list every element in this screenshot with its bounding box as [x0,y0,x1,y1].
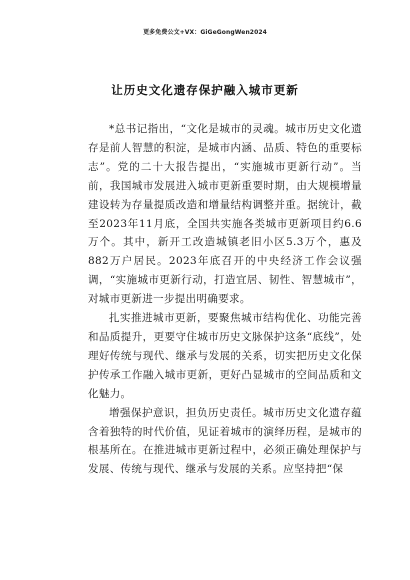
header-note: 更多免费公文+VX：GiGeGongWen2024 [143,29,267,36]
document-title: 让历史文化遗存保护融入城市更新 [111,83,299,97]
paragraph-3: 增强保护意识，担负历史责任。城市历史文化遗存蕴含着独特的时代价值，见证着城市的演绎历程，是城市的根基所在。在推进城市更新过程中，必须正确处理保护与发展、传统与现代、继承与发展的关系。应坚持把“保 [88,406,362,476]
paragraph-1: *总书记指出，“文化是城市的灵魂。城市历史文化遗存是前人智慧的积淀，是城市内涵、品质、特色的重要标志”。党的二十大报告提出，“实施城市更新行动”。当前，我国城市发展进入城市更新重要时期，由大规模增量建设转为存量提质改造和增量结构调整并重。据统计，截至2023年11月底，全国共实施各类城市更新项目约6.6万个。其中，新开工改造城镇老旧小区5.3万个，惠及882万户居民。2023年底召开的中央经济工作会议强调，“实施城市更新行动，打造宜居、韧性、智慧城市”，对城市更新进一步提出明确要求。 [88,123,362,306]
paragraph-2: 扎实推进城市更新，要聚焦城市结构优化、功能完善和品质提升，更要守住城市历史文脉保护这条“底线”，处理好传统与现代、继承与发展的关系，切实把历史文化保护传承工作融入城市更新，更好凸显城市的空间品质和文化魅力。 [88,312,362,400]
document-body [88,120,362,479]
